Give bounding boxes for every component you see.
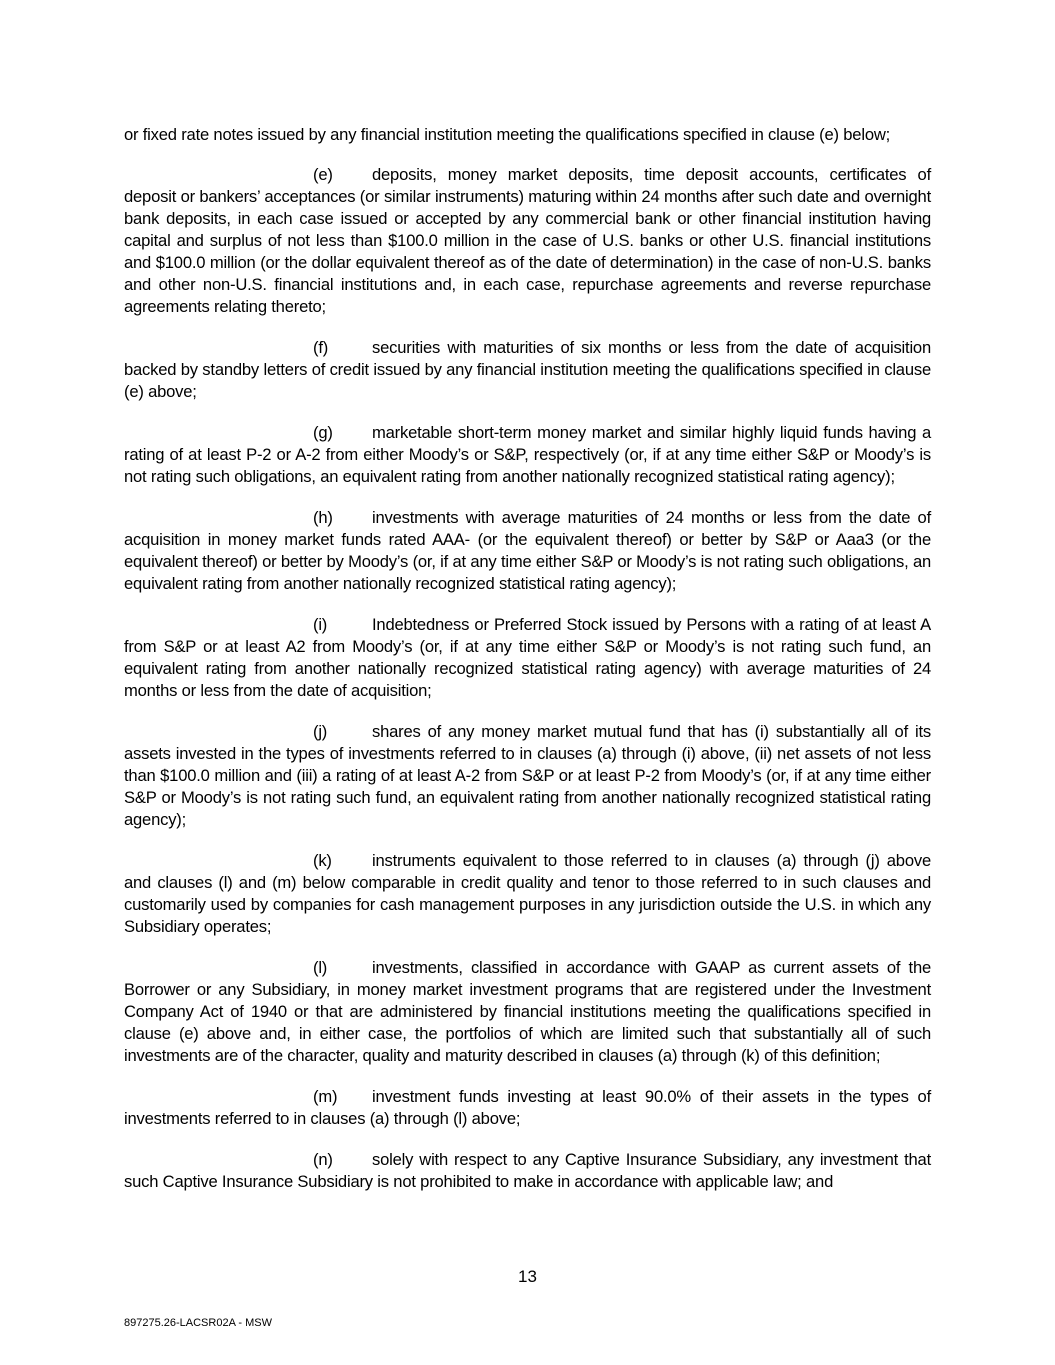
clause-text: solely with respect to any Captive Insurance Subsidiary, any investment that such Captive Insurance Subsidiary is not prohibited to make in accordance with applicable law; and: [124, 1150, 931, 1191]
document-id: 897275.26-LACSR02A - MSW: [124, 1317, 272, 1329]
clause-m: [124, 1086, 931, 1130]
clause-label: (f): [313, 338, 329, 357]
clause-g: [124, 422, 931, 488]
clause-label: (e): [313, 165, 333, 184]
clause-i: [124, 614, 931, 702]
clause-label: (g): [313, 423, 333, 442]
clause-text: investments, classified in accordance with GAAP as current assets of the Borrower or any Subsidiary, in money market investment programs that are registered under the Investment Company Act of 1940 or that are administered by financial institutions meeting the qualifications specified in clause (e) above and, in either case, the portfolios of which are limited such that substantially all of such investments are of the character, quality and maturity described in clauses (a) through (k) of this definition;: [124, 958, 931, 1065]
clause-label: (j): [313, 722, 328, 741]
clause-text: securities with maturities of six months or less from the date of acquisition backed by standby letters of credit issued by any financial institution meeting the qualifications specified in clause (e) above;: [124, 338, 931, 401]
intro-paragraph: or fixed rate notes issued by any financial institution meeting the qualifications specified in clause (e) below;: [124, 125, 891, 144]
clause-label: (m): [313, 1087, 338, 1106]
clause-f: [124, 337, 931, 403]
clause-n: [124, 1149, 931, 1193]
clause-text: shares of any money market mutual fund that has (i) substantially all of its assets invested in the types of investments referred to in clauses (a) through (i) above, (ii) net assets of not less than $100.0 million and (iii) a rating of at least A-2 from S&P or at least P-2 from Moody’s (or, if at any time either S&P or Moody’s is not rating such fund, an equivalent rating from another nationally recognized statistical rating agency);: [124, 722, 931, 829]
clause-text: deposits, money market deposits, time deposit accounts, certificates of deposit or bankers’ acceptances (or similar instruments) maturing within 24 months after such date and overnight bank deposits, in each case issued or accepted by any commercial bank or other financial institution having capital and surplus of not less than $100.0 million in the case of U.S. banks or other U.S. financial institutions and $100.0 million (or the dollar equivalent thereof as of the date of determination) in the case of non-U.S. banks and other non-U.S. financial institutions and, in each case, repurchase agreements and reverse repurchase agreements relating thereto;: [124, 165, 931, 316]
clause-label: (h): [313, 508, 333, 527]
clause-k: [124, 850, 931, 938]
clause-label: (n): [313, 1150, 333, 1169]
clause-text: investments with average maturities of 24 months or less from the date of acquisition in money market funds rated AAA- (or the equivalent thereof) or better by S&P or Aaa3 (or the equivalent thereof) or better by Moody’s (or, if at any time either S&P or Moody’s is not rating such obligations, an equivalent rating from another nationally recognized statistical rating agency);: [124, 508, 931, 593]
clause-e: [124, 164, 931, 318]
clause-h: [124, 507, 931, 595]
clause-l: [124, 957, 931, 1067]
clause-label: (k): [313, 851, 332, 870]
clause-j: [124, 721, 931, 831]
clause-text: marketable short-term money market and similar highly liquid funds having a rating of at least P-2 or A-2 from either Moody’s or S&P, respectively (or, if at any time either S&P or Moody’s is not rating such obligations, an equivalent rating from another nationally recognized statistical rating agency);: [124, 423, 931, 486]
document-body: [124, 124, 931, 1212]
clause-text: Indebtedness or Preferred Stock issued by Persons with a rating of at least A from S&P or at least A2 from Moody’s (or, if at any time either S&P or Moody’s is not rating such fund, an equivalent rating from another nationally recognized statistical rating agency) with average maturities of 24 months or less from the date of acquisition;: [124, 615, 931, 700]
clause-label: (l): [313, 958, 328, 977]
page-number: 13: [518, 1267, 537, 1286]
clause-text: instruments equivalent to those referred to in clauses (a) through (j) above and clauses (l) and (m) below comparable in credit quality and tenor to those referred to in such clauses and customarily used by companies for cash management purposes in any jurisdiction outside the U.S. in which any Subsidiary operates;: [124, 851, 931, 936]
clause-text: investment funds investing at least 90.0% of their assets in the types of investments referred to in clauses (a) through (l) above;: [124, 1087, 931, 1128]
clause-label: (i): [313, 615, 328, 634]
